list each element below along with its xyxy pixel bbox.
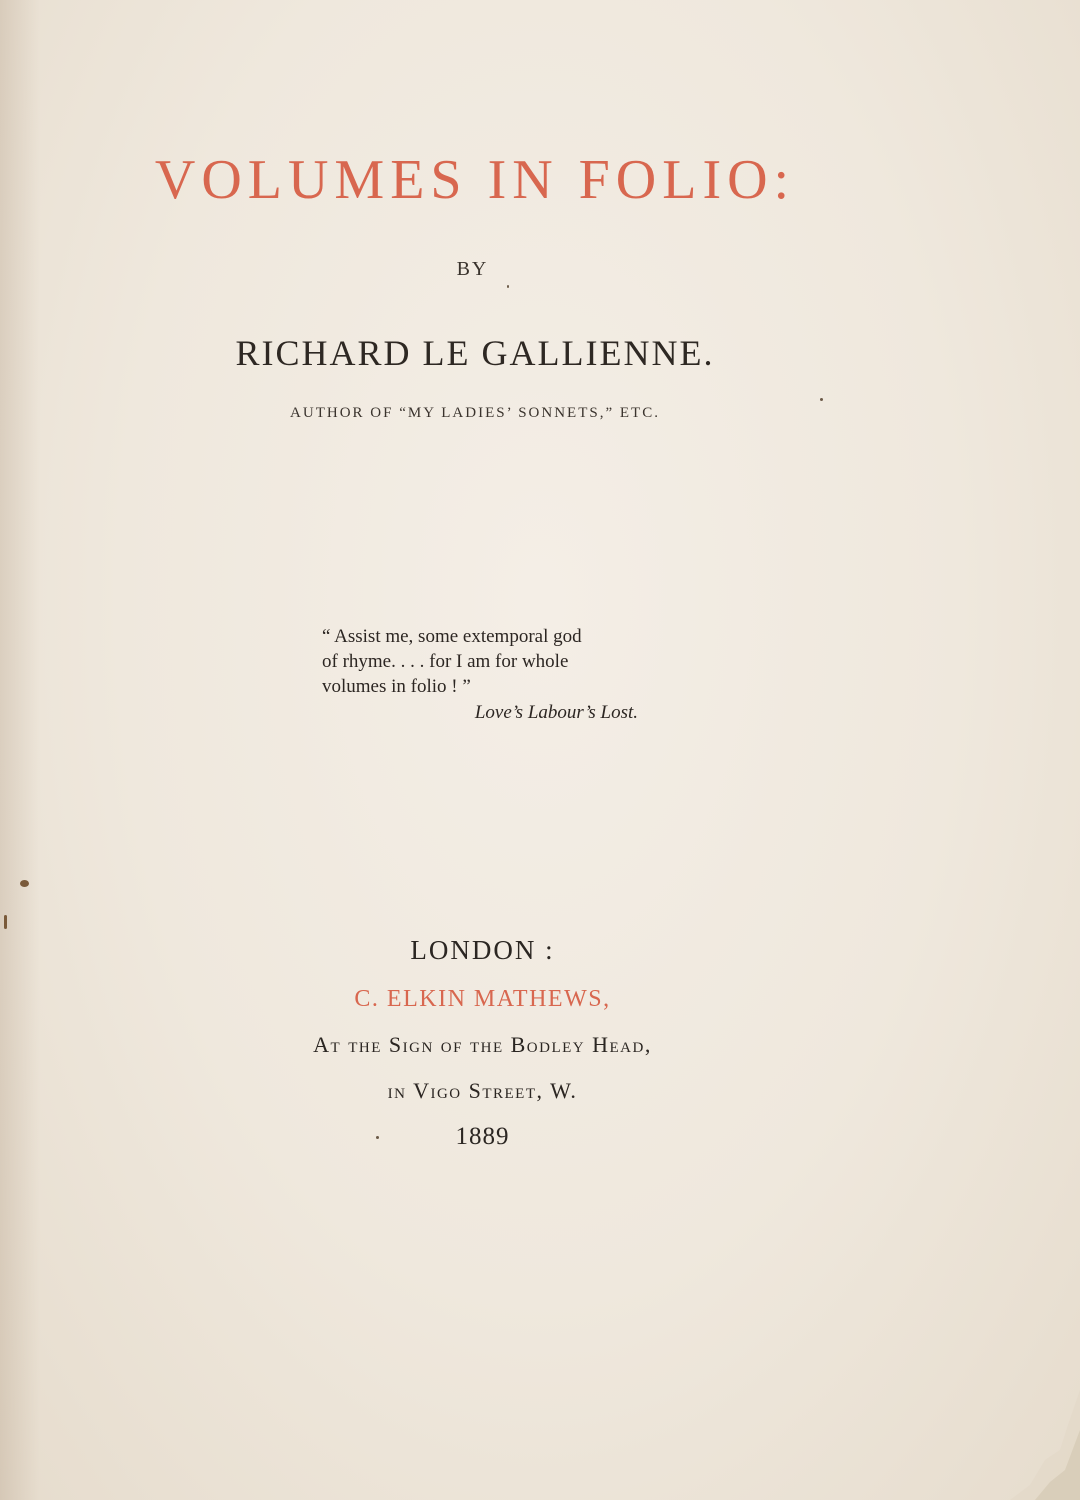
- author-note: AUTHOR OF “MY LADIES’ SONNETS,” ETC.: [290, 405, 660, 421]
- by-line: BY: [456, 258, 489, 280]
- epigraph-line: volumes in folio ! ”: [322, 676, 471, 697]
- imprint-year: 1889: [455, 1123, 510, 1150]
- author-name: RICHARD LE GALLIENNE.: [235, 333, 715, 373]
- imprint-street: in Vigo Street, W.: [387, 1078, 578, 1103]
- imprint-city: LONDON :: [410, 935, 555, 965]
- paper-speck: [820, 398, 823, 401]
- imprint-sign: At the Sign of the Bodley Head,: [313, 1032, 652, 1057]
- torn-corner: [990, 1390, 1080, 1500]
- epigraph-line: “ Assist me, some extemporal god: [322, 626, 582, 647]
- paper-speck: [376, 1136, 379, 1139]
- epigraph: [322, 624, 652, 725]
- imprint-publisher: C. ELKIN MATHEWS,: [354, 986, 611, 1012]
- epigraph-line: of rhyme. . . . for I am for whole: [322, 651, 569, 672]
- paper-speck: [507, 285, 509, 288]
- epigraph-source: Love’s Labour’s Lost.: [474, 702, 638, 723]
- paper-speck: [20, 880, 29, 887]
- paper-speck: [4, 915, 7, 929]
- book-title: VOLUMES IN FOLIO:: [154, 149, 796, 211]
- imprint: [0, 930, 965, 1154]
